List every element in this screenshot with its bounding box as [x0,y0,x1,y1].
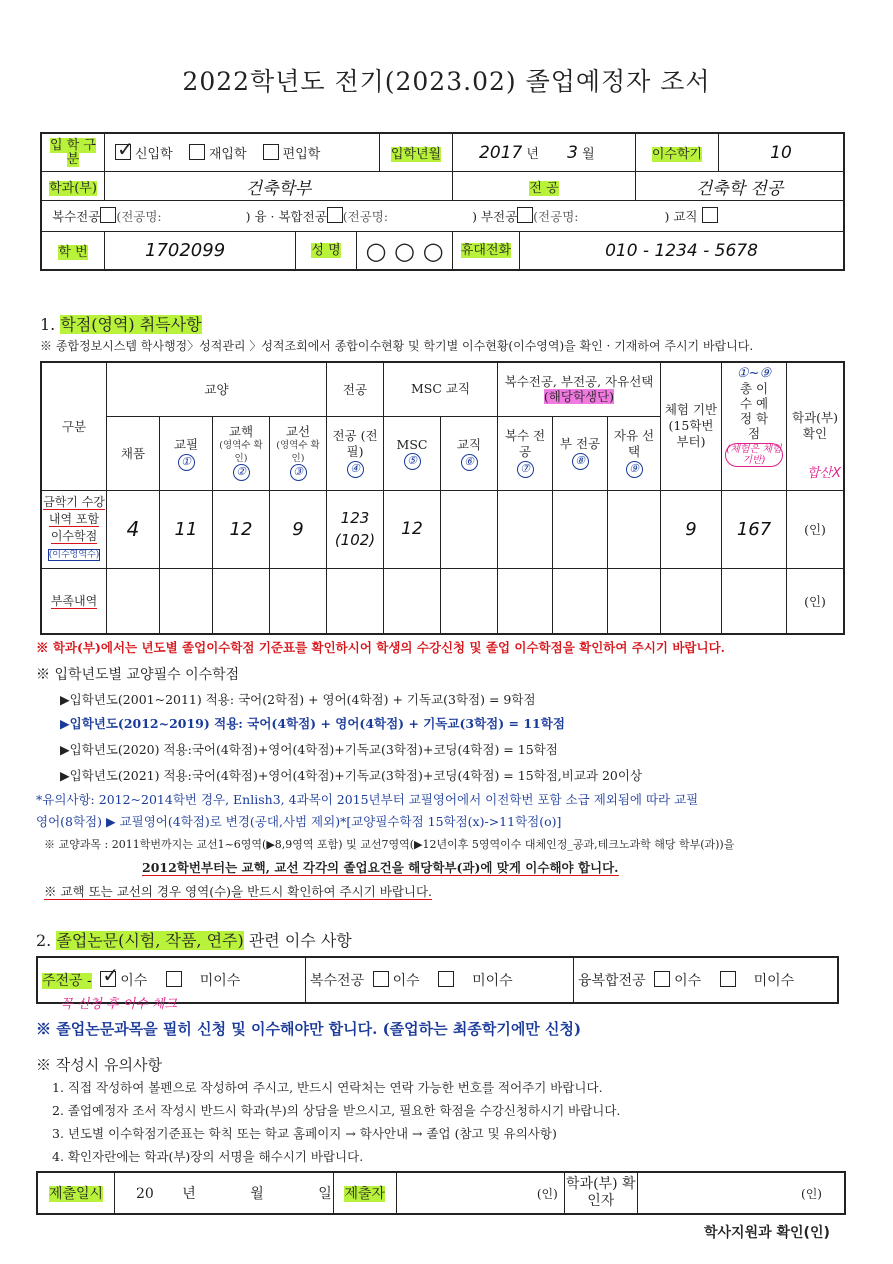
checkbox-double-done[interactable] [373,971,389,987]
b11[interactable] [661,568,722,634]
seal-b[interactable]: (인) [637,1172,845,1214]
grade-table [40,361,845,635]
n5: ⑤ [404,453,421,470]
section2-number: 2. [36,931,52,950]
double-done: 이수 [392,973,420,989]
name-label: 성 명 [311,243,341,258]
v-jeongong: 123 [340,509,370,527]
major-name1-label: (전공명: [116,209,162,224]
checkbox-double-major[interactable] [100,207,116,223]
caution2: 영어(8학점) ▶ 교필영어(4학점)로 변경(공대,사범 제외)*[교양필수학점 15학점(x)->11학점(o)] [36,814,562,829]
h-confirm: 학과(부) 확인 [787,362,845,490]
submit-date-field[interactable] [115,1172,334,1214]
h-gyopil: 교필 [173,437,199,452]
v-jeongong-cell[interactable] [327,490,384,568]
check-mark-icon: ✓ [102,963,119,987]
req-r2: ▶입학년도(2012~2019) 적용: 국어(4학점) + 영어(4학점) + 기독교(3학점) = 11학점 [60,716,565,731]
n9: ⑨ [626,461,643,478]
major-name3-label: (전공명: [533,209,579,224]
major-value: 건축학 전공 [695,178,784,199]
checkbox-teaching[interactable] [702,207,718,223]
student-info-table [40,132,845,271]
main-done: 이수 [120,973,148,989]
double-major-label: 복수전공 [52,209,101,224]
minor-label: ) 부전공 [472,209,518,224]
n1: ① [178,454,195,471]
d-day: 일 [318,1186,332,1202]
checkbox-minor[interactable] [517,207,533,223]
section2-red-note: ※ 졸업논문과목을 필히 신청 및 이수해야만 합니다. (졸업하는 최종학기에만 신청) [36,1020,582,1038]
n2: ② [233,464,250,481]
office-confirm: 학사지원과 확인(인) [704,1225,830,1241]
v-chehum[interactable]: 9 [661,490,722,568]
h-jeongong: 전공 [327,362,384,416]
b2[interactable] [160,568,213,634]
checkbox-main-done[interactable] [100,963,119,987]
checkbox-new[interactable] [115,137,134,161]
v-msc[interactable]: 12 [384,490,441,568]
semester-value: 10 [770,142,792,163]
section1-number: 1. [40,315,56,334]
section1-heading [40,312,202,335]
conv-label: 융복합전공 [578,973,646,989]
dept-label: 학과(부) [49,180,97,196]
total-note: (체험은 체험기반) [726,443,782,466]
checkbox-main-notdone[interactable] [166,971,182,987]
month-value: 3 [567,142,578,163]
h-chehum: 체험 기반 (15학번 부터) [661,362,722,490]
conv-notdone: 미이수 [753,973,795,989]
caution1: *유의사항: 2012~2014학번 경우, Enlish3, 4과목이 2015년부터 교필영어에서 이전학번 포함 소급 제외됨에 따라 교필 [36,792,699,807]
d-20: 20 [136,1186,154,1202]
h-jeongong-sub: 전공 (전필) [332,428,378,459]
h-circle-range: ①~⑨ [736,365,772,381]
h-chaepum: 채품 [107,416,160,490]
b3[interactable] [213,568,270,634]
dept-field[interactable] [105,172,453,201]
h-gyojik: 교직 [456,437,482,452]
h-bu: 부 전공 [559,436,601,451]
checkbox-double-notdone[interactable] [438,971,454,987]
teaching-label: ) 교직 [664,209,698,224]
admission-date-field[interactable] [453,133,636,172]
main-notdone: 미이수 [199,973,241,989]
b6[interactable] [384,568,441,634]
major-label: 전 공 [529,180,559,196]
v-gyojik[interactable] [441,490,498,568]
gy1: ※ 교양과목 : 2011학번까지는 교선1~6영역(▶8,9영역 포함) 및 교선7영역(▶12년이후 5영역이수 대체인정_공과,테크노과학 해당 학부(과))을 [44,838,735,851]
seal1: (인) [787,490,845,568]
caution-c4: 4. 확인자란에는 학과(부)장의 서명을 해수시기 바랍니다. [52,1149,364,1164]
main-major-label: 주전공 - [42,973,92,989]
major-name2-label: (전공명: [342,209,389,224]
h-msc2: MSC [396,436,428,452]
gy2: 2012학번부터는 교핵, 교선 각각의 졸업요건을 해당학부(과)에 맞게 이수해야 합니다. [142,860,619,875]
b9[interactable] [553,568,608,634]
section2-title: 졸업논문(시험, 작품, 연주) [56,931,244,950]
major-field[interactable] [636,172,845,201]
d-month: 월 [250,1186,264,1202]
hand-note: 꼭 신청 후 이수 체크 [60,997,177,1012]
red-note: ※ 학과(부)에서는 년도별 졸업이수학점 기준표를 확인하시어 학생의 수강신청 및 졸업 이수학점을 확인하여 주시기 바랍니다. [36,640,726,655]
h-bokswu: 복수전공, 부전공, 자유선택 [504,374,654,390]
opt-re-label: 재입학 [208,147,247,162]
v-total[interactable]: 167 [722,490,787,568]
section1-title: 학점(영역) 취득사항 [60,315,202,334]
double-notdone: 미이수 [472,973,513,989]
convergence-label: ) 융 · 복합전공 [245,209,327,224]
h-bokswu2: 복수 전공 [504,428,546,459]
caution-c2: 2. 졸업예정자 조서 작성시 반드시 학과(부)의 상담을 받으시고, 필요한 학점을 수강신청하시기 바랍니다. [52,1103,621,1118]
row1-label: 금학기 수강내역 포함 이수학점 [43,495,105,543]
dept-value: 건축학부 [245,178,312,199]
req-r1: ▶입학년도(2001~2011) 적용: 국어(2학점) + 영어(4학점) + 기독교(3학점) = 9학점 [60,692,536,707]
checkbox-conv-notdone[interactable] [720,971,736,987]
v-jeongong2: (102) [334,531,376,549]
section2-title-rest: 관련 이수 사항 [248,931,352,950]
semester-label: 이수학기 [651,147,703,162]
v-bokswu[interactable] [498,490,553,568]
h-sub-area2: (영역수 확인) [276,439,320,464]
h-gyohaek: 교핵 [228,423,254,439]
n6: ⑥ [461,454,478,471]
admission-type-label: 입 학 구 분 [50,137,96,167]
dept-confirm-label: 학과(부) 확인자 [564,1172,637,1214]
b4[interactable] [270,568,327,634]
caution-c1: 1. 직접 작성하여 볼펜으로 작성하여 주시고, 반드시 연락처는 연락 가능한 번호를 적어주기 바랍니다. [52,1080,603,1095]
v-gyoseon[interactable]: 9 [270,490,327,568]
n3: ③ [290,464,307,481]
caution-c3: 3. 년도별 이수학점기준표는 학칙 또는 학교 홈페이지 → 학사안내 → 졸업 (참고 및 유의사항) [52,1126,557,1141]
conv-done: 이수 [674,973,702,989]
admission-date-label: 입학년월 [390,147,442,162]
submit-table [36,1171,846,1215]
v-chaepum[interactable]: 4 [107,490,160,568]
b5[interactable] [327,568,384,634]
n8: ⑧ [572,453,589,470]
month-unit: 월 [582,146,595,162]
seal-a[interactable]: (인) [396,1172,564,1214]
b10[interactable] [608,568,661,634]
req-r3: ▶입학년도(2020) 적용:국어(4학점)+영어(4학점)+기독교(3학점)+코딩(4학점) = 15학점 [60,742,558,757]
section2-heading [36,928,352,951]
v-gyopil[interactable]: 11 [160,490,213,568]
checkbox-transfer[interactable] [263,144,279,160]
b1[interactable] [107,568,160,634]
h-gubun: 구분 [41,362,107,490]
n4: ④ [347,461,364,478]
req-title: ※ 입학년도별 교양필수 이수학점 [36,667,240,683]
semester-field[interactable] [719,133,845,172]
b8[interactable] [498,568,553,634]
total-note2: 합산X [807,466,842,481]
page-title: 2022학년도 전기(2023.02) 졸업예정자 조서 [182,67,711,96]
cautions-title: ※ 작성시 유의사항 [36,1056,162,1074]
submit-date-label: 제출일시 [48,1186,104,1202]
v-gyohaek[interactable]: 12 [213,490,270,568]
h-total: 총 이수 예정 학점 [739,380,769,441]
opt-transfer-label: 편입학 [282,147,321,162]
n7: ⑦ [517,461,534,478]
year-value: 2017 [479,142,523,163]
submitter-label: 제출자 [344,1186,386,1202]
checkbox-re[interactable] [189,144,205,160]
h-msc: MSC 교직 [384,362,498,416]
double-label: 복수전공 [310,973,365,989]
section1-note: ※ 종합정보시스템 학사행정〉성적관리 〉성적조회에서 종합이수현황 및 학기별 이수현황(이수영역)을 확인 · 기재하여 주시기 바랍니다. [40,339,754,353]
check-mark-icon: ✓ [117,137,134,161]
phone-value[interactable]: 010 - 1234 - 5678 [605,240,758,261]
h-gyoyang: 교양 [107,362,327,416]
b12[interactable] [722,568,787,634]
h-sub-area: (영역수 확인) [219,439,263,464]
v-bu[interactable] [553,490,608,568]
seal2: (인) [787,568,845,634]
row1-note: (이수영역수) [48,550,100,560]
id-value[interactable]: 1702099 [145,240,226,261]
b7[interactable] [441,568,498,634]
h-gyoseon: 교선 [285,423,311,439]
name-value[interactable]: ○ ○ ○ [365,236,444,265]
req-r4: ▶입학년도(2021) 적용:국어(4학점)+영어(4학점)+기독교(3학점)+코딩(4학점) = 15학점,비교과 20이상 [60,768,643,783]
v-jayu[interactable] [608,490,661,568]
year-unit: 년 [526,146,539,162]
d-year: 년 [182,1186,196,1202]
row2-label: 부족내역 [50,594,98,609]
h-jayu: 자유 선택 [613,428,655,459]
opt-new-label: 신입학 [135,147,173,162]
h-haedang: (해당학생단) [543,389,615,405]
phone-label: 휴대전화 [460,243,512,258]
checkbox-convergence[interactable] [327,207,343,223]
gy3: ※ 교핵 또는 교선의 경우 영역(수)을 반드시 확인하여 주시기 바랍니다. [44,884,433,899]
id-label: 학 번 [58,245,88,260]
checkbox-conv-done[interactable] [654,971,670,987]
